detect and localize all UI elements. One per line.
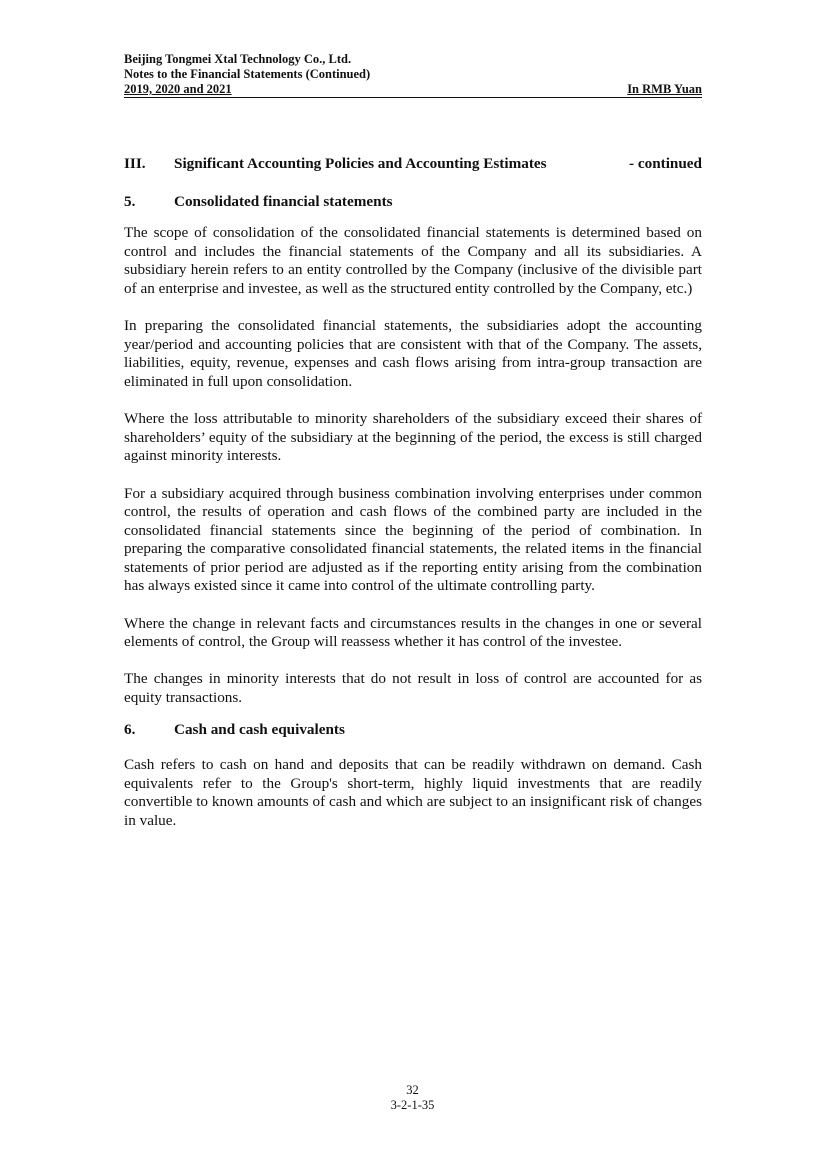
paragraph: Where the change in relevant facts and circumstances results in the changes in one or several elements of control, the Group will reassess whether it has control of the investee.	[124, 614, 702, 651]
paragraph: The changes in minority interests that do not result in loss of control are accounted for as equity transactions.	[124, 670, 702, 707]
reporting-years: 2019, 2020 and 2021	[124, 82, 232, 96]
currency-note: In RMB Yuan	[627, 82, 702, 96]
subsection-heading-5	[124, 193, 702, 212]
section-number: III.	[124, 155, 146, 172]
subsection-title: Consolidated financial statements	[174, 192, 393, 210]
subsection-number: 5.	[124, 192, 136, 210]
document-body	[124, 155, 702, 849]
document-subtitle: Notes to the Financial Statements (Continued)	[124, 67, 371, 81]
paragraph: Where the loss attributable to minority shareholders of the subsidiary exceed their shares of shareholders’ equity of the subsidiary at the beginning of the period, the excess is still charged against minority interests.	[124, 410, 702, 465]
company-name: Beijing Tongmei Xtal Technology Co., Ltd.	[124, 52, 352, 66]
document-reference: 3-2-1-35	[390, 1098, 435, 1112]
paragraph: Cash refers to cash on hand and deposits that can be readily withdrawn on demand. Cash equivalents refer to the Group's short-term, highly liquid investments that are readily convertible to known amounts of cash and which are subject to an insignificant risk of changes in value.	[124, 756, 702, 829]
header-rule-row	[124, 82, 702, 98]
paragraph: For a subsidiary acquired through business combination involving enterprises under common control, the results of operation and cash flows of the combined party are included in the consolidated financial statements since the beginning of the period of combination. In preparing the comparative consolidated financial statements, the related items in the financial statements of prior period are adjusted as if the reporting entity arising from the combination has always existed since it came into control of the ultimate controlling party.	[124, 484, 702, 595]
subsection-number: 6.	[124, 720, 136, 738]
paragraph: In preparing the consolidated financial statements, the subsidiaries adopt the accounting year/period and accounting policies that are consistent with that of the Company. The assets, liabilities, equity, revenue, expenses and cash flows arising from intra-group transaction are eliminated in full upon consolidation.	[124, 317, 702, 390]
section-continued: - continued	[629, 155, 702, 172]
section-heading	[124, 155, 702, 174]
page-number: 32	[406, 1083, 419, 1097]
subsection-heading-6	[124, 721, 702, 740]
paragraph: The scope of consolidation of the consolidated financial statements is determined based on control and includes the financial statements of the Company and all its subsidiaries. A subsidiary herein refers to an entity controlled by the Company (inclusive of the divisible part of an enterprise and investee, as well as the structured entity controlled by the Company, etc.)	[124, 224, 702, 297]
page-footer	[0, 1083, 825, 1113]
subsection-title: Cash and cash equivalents	[174, 720, 345, 738]
section-title: Significant Accounting Policies and Accounting Estimates	[174, 155, 547, 172]
page-header	[124, 52, 702, 98]
